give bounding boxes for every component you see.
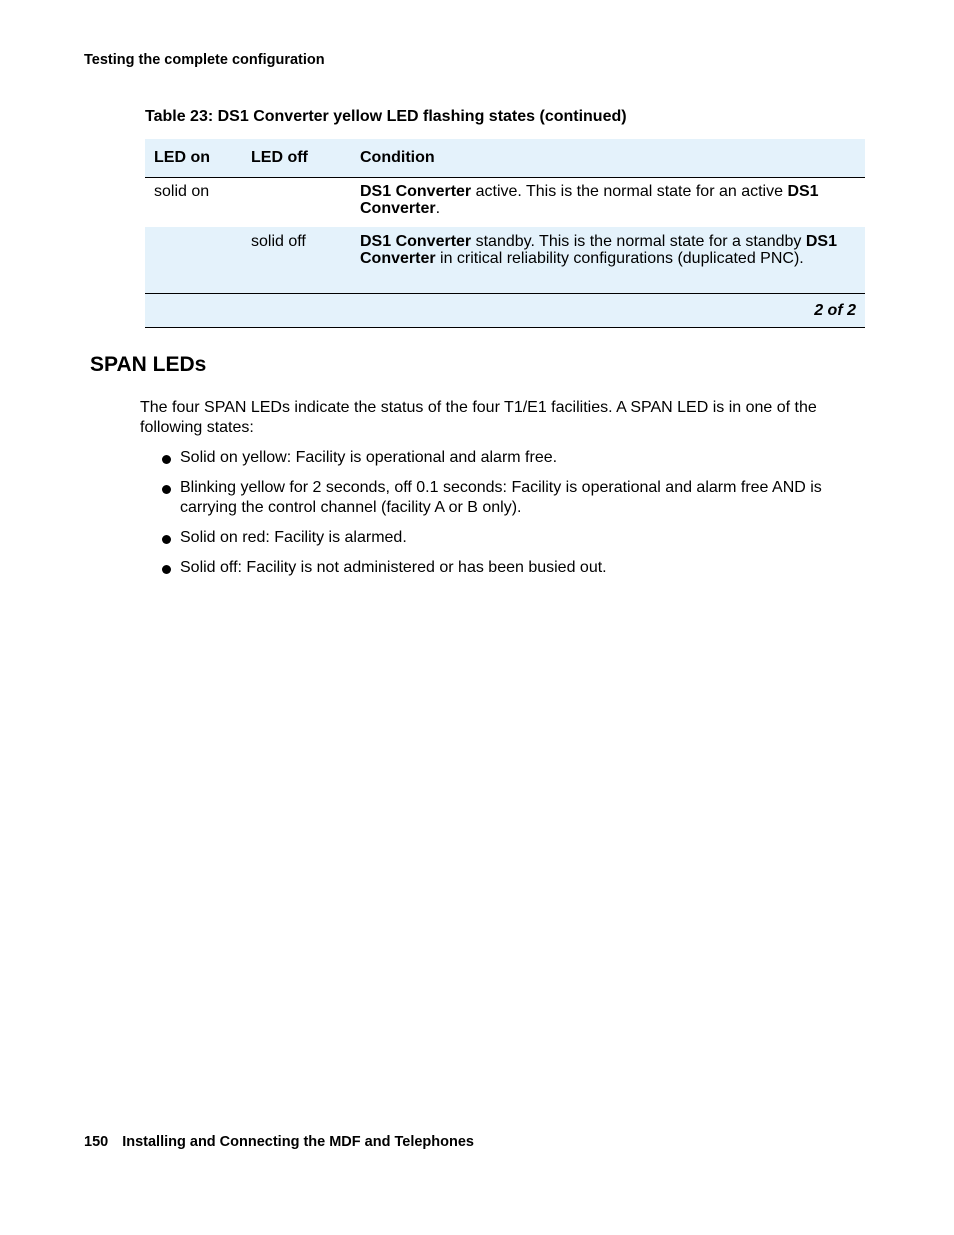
cell-condition [351, 177, 865, 227]
condition-text: active. This is the normal state for an active [471, 182, 788, 200]
bullet-icon [162, 485, 171, 494]
cell-led-on: solid on [154, 182, 210, 200]
table-footer-row [145, 293, 865, 327]
cell-led-on [145, 227, 242, 293]
condition-text: . [435, 199, 441, 217]
header-led-on: LED on [145, 139, 242, 177]
list-item-text: Solid on yellow: Facility is operational and alarm free. [180, 449, 558, 466]
table-header-row [145, 139, 865, 177]
list-item [160, 558, 870, 578]
list-item [160, 528, 870, 548]
list-item-text: Solid on red: Facility is alarmed. [180, 529, 407, 546]
header-led-off: LED off [242, 139, 351, 177]
bullet-icon [162, 455, 171, 464]
list-item-text: Solid off: Facility is not administered or has been busied out. [180, 559, 607, 576]
condition-bold-term: DS1 Converter [360, 233, 472, 250]
intro-paragraph: The four SPAN LEDs indicate the status of the four T1/E1 facilities. A SPAN LED is in one of the following states: [140, 399, 817, 436]
table-row [145, 177, 865, 227]
list-item [160, 478, 870, 518]
list-item-text: Blinking yellow for 2 seconds, off 0.1 seconds: Facility is operational and alarm free AND is carrying the control channel (facility A or B only). [180, 479, 822, 516]
cell-led-off: solid off [242, 227, 351, 293]
cell-led-off [242, 177, 351, 227]
table-page-indicator: 2 of 2 [145, 293, 865, 327]
condition-bold-term: DS1 Converter [360, 182, 472, 200]
table-caption: Table 23: DS1 Converter yellow LED flashing states (continued) [145, 108, 627, 125]
condition-bold-term: DS1 Converter [360, 233, 837, 267]
running-header: Testing the complete configuration [84, 52, 325, 68]
span-led-states-list [160, 448, 870, 588]
list-item [160, 448, 870, 468]
cell-condition [351, 227, 865, 293]
condition-bold-term: DS1 Converter [360, 182, 819, 217]
bullet-icon [162, 535, 171, 544]
book-title: Installing and Connecting the MDF and Telephones [122, 1134, 474, 1150]
condition-text: in critical reliability configurations (duplicated PNC). [435, 250, 804, 267]
page-number: 150 [84, 1134, 109, 1150]
header-condition: Condition [351, 139, 865, 177]
bullet-icon [162, 565, 171, 574]
condition-text: standby. This is the normal state for a standby [471, 233, 806, 250]
table-row [145, 227, 865, 293]
page-footer [84, 1134, 474, 1150]
section-title: SPAN LEDs [90, 353, 207, 376]
led-states-table [145, 139, 865, 328]
